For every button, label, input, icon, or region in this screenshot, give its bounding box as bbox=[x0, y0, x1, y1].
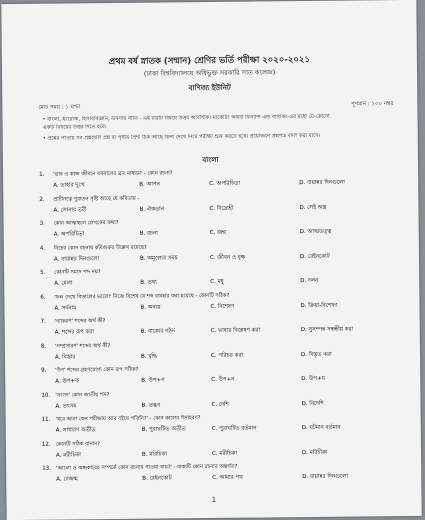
answer-option: C. আমার পথ bbox=[212, 474, 243, 482]
answer-option: D. বায়ান্নর দিনগুলো bbox=[302, 473, 348, 481]
answer-option: B. রচনা bbox=[139, 230, 158, 237]
answer-option: D. বায়ান্নর দিনগুলো bbox=[299, 179, 345, 187]
answer-option: C. বিদ্রোহী bbox=[209, 205, 234, 212]
answer-option: A. বিস্তার bbox=[54, 353, 76, 361]
answer-option: A. মেলা bbox=[54, 280, 73, 287]
answer-option: D. বিদেশি bbox=[301, 400, 324, 407]
question-item bbox=[42, 462, 402, 490]
question-item bbox=[41, 389, 401, 417]
answer-option: B. তথ্য bbox=[140, 279, 157, 286]
answer-option: C. পুরাঘটিত বর্তমান bbox=[211, 425, 257, 433]
exam-paper bbox=[1, 0, 421, 520]
question-item bbox=[41, 315, 401, 343]
question-text: 'আলো ও অন্ধকারের সম্পর্কে কোন রচনায় পাওয়া যায়?' - বাক্যটি কোন রচনার অন্তর্গত? bbox=[56, 463, 238, 472]
answer-option: C. দেশি bbox=[211, 401, 229, 408]
answer-option: A. শব্দের রূপ করা bbox=[54, 329, 95, 336]
answer-option: C. ভাষার বিশ্লেষণ করা bbox=[210, 327, 261, 335]
answer-option: C. উপ+ন bbox=[211, 376, 235, 384]
answer-option: C. জীবন ও বৃক্ষ bbox=[209, 254, 246, 261]
answer-option: A. সাধারণ অতীত bbox=[55, 427, 96, 434]
answer-option: A. বেজন্ম bbox=[56, 476, 78, 483]
answer-option: C. বিশেষণ bbox=[210, 303, 235, 310]
answer-option: A. তাহার দুঃখ bbox=[53, 182, 85, 189]
answer-option: D. দলন bbox=[300, 277, 319, 285]
question-item bbox=[42, 413, 402, 441]
question-item bbox=[39, 193, 399, 221]
answer-option: B. পুরাঘটিত অতীত bbox=[141, 426, 186, 433]
answer-option: B. মরিচিকা bbox=[141, 450, 167, 458]
answer-option: A. সর্বনাম bbox=[54, 304, 77, 312]
question-number: 3. bbox=[39, 220, 45, 227]
answer-option: D. বিস্তৃত করা bbox=[300, 351, 332, 358]
section-title: বাংলা bbox=[202, 155, 219, 165]
total-marks: পূর্ণমান : ১০০ নম্বর bbox=[350, 101, 394, 108]
question-number: 12. bbox=[41, 441, 51, 448]
question-text: কোনটি সঠিক বানান? bbox=[55, 440, 101, 448]
question-number: 13. bbox=[42, 465, 51, 472]
question-number: 10. bbox=[41, 392, 51, 399]
question-number: 1. bbox=[39, 171, 45, 178]
answer-option: A. অপরিচিতা bbox=[53, 231, 85, 238]
unit-title: বাণিজ্য ইউনিট bbox=[188, 83, 231, 93]
answer-option: C. অপরিচিতা bbox=[209, 180, 240, 188]
instruction-line: একটি বিষয়ের উত্তর দিতে হবে। bbox=[42, 124, 107, 131]
question-text: কোনটি সমাস শব্দ নয়? bbox=[54, 269, 101, 276]
question-text: নিচের কোন রচনায় কবিগুরুর উল্লেখ রয়েছে? bbox=[53, 244, 147, 252]
question-text: 'ভাব ও কাজ জীবনে বসবাসের ব্রত মাধ্যমে' - কোন রচনা? bbox=[53, 170, 173, 178]
question-item bbox=[40, 266, 400, 294]
question-text: 'ধরে আনা কেন পরীক্ষায় আর বইয়ে পড়িনি?' - কোন কালের উদাহরণ? bbox=[55, 415, 201, 423]
question-item bbox=[40, 291, 400, 319]
question-number: 8. bbox=[40, 343, 47, 350]
answer-option: B. অমূল্যের সময় bbox=[139, 254, 178, 262]
answer-option: A. বায়ান্নর দিনগুলো bbox=[53, 255, 100, 263]
question-number: 7. bbox=[40, 318, 46, 325]
question-text: 'সংসদ' কোন জাতীয় শব্দ? bbox=[55, 391, 110, 399]
exam-subtitle: (ঢাকা বিশ্ববিদ্যালয়ে অধিভুক্ত সরকারি সাত কলেজ) bbox=[143, 68, 276, 78]
answer-option: B. অব্যয় bbox=[140, 304, 161, 311]
question-text: 'সম্প্রসারণ' শব্দের অর্থ কী? bbox=[54, 342, 111, 350]
question-number: 9. bbox=[41, 367, 47, 374]
question-item bbox=[40, 242, 400, 270]
answer-option: C. পরিচয় করা bbox=[210, 352, 244, 359]
page-number: 1 bbox=[211, 495, 217, 505]
question-text: প্রাচীনত্বে পুরাতন সৃষ্টি আছে যে কবিতায় - bbox=[53, 195, 140, 203]
answer-option: A. তৎসম bbox=[55, 402, 77, 410]
answer-option: C. মধু bbox=[210, 278, 224, 286]
question-text: কোন আত্মস্থলে লেখকের কথা? bbox=[53, 219, 119, 227]
total-time: মোট সময় : ১ ঘণ্টা bbox=[38, 104, 81, 111]
question-item bbox=[39, 168, 399, 196]
instruction-line: • বাংলা, ইংরেজি, হিসাববিজ্ঞান, ব্যবসায় নীতি - এই চারটি বিষয়ে উত্তর আবশ্যিক। মার্কেটিং অথবা ফিন্যান্স এন্ড ব্যাংকিং-এর মধ্যে যে-কোনো bbox=[42, 113, 330, 123]
question-item bbox=[41, 340, 401, 368]
exam-title: প্রথম বর্ষ স্নাতক (সম্মান) শ্রেণির ভর্তি পরীক্ষা ২০২০-২০২১ bbox=[108, 54, 311, 68]
question-item bbox=[41, 364, 401, 392]
answer-option: B. ঐকতান bbox=[139, 205, 165, 213]
question-text: 'উপ' শব্দের গ্রহণযোগ্য কোন রূপ সঠিক? bbox=[55, 366, 139, 374]
question-number: 4. bbox=[39, 245, 46, 252]
answer-option: B. বাক্যের গঠন bbox=[140, 328, 175, 335]
question-text: 'ব্যাকরণ' শব্দের অর্থ কী? bbox=[54, 318, 106, 325]
answer-option: D. রেইনকোট bbox=[299, 253, 330, 260]
question-item bbox=[40, 217, 400, 245]
answer-option: D. ঘটমান বর্তমান bbox=[301, 424, 341, 432]
answer-option: A. মরীচিকা bbox=[56, 451, 81, 459]
answer-option: D. উপ+ঘ bbox=[301, 375, 326, 383]
answer-option: B. উপ+গ bbox=[141, 377, 165, 384]
question-text: 'ফল দেখে বিড়ালের ভালো' নিজে বিশেষ যে শব্দ ব্যবহার করা হয়েছে - কোনটি সঠিক? bbox=[54, 292, 230, 301]
answer-option: C. জন্ম bbox=[209, 229, 227, 237]
answer-option: B. বৃদ্ধি bbox=[140, 353, 157, 360]
answer-option: B. রেইনকোট bbox=[142, 475, 172, 482]
answer-option: A. উপ+ক bbox=[55, 378, 79, 385]
answer-option: D. সুসম্পন্ন সম্বন্ধীয় করা bbox=[300, 326, 354, 334]
question-item bbox=[42, 438, 402, 466]
answer-option: D. সেই অস্ত্র bbox=[299, 204, 327, 211]
answer-option: D. মরিচীকা bbox=[301, 449, 328, 456]
answer-option: C. মরীচিকা bbox=[211, 450, 238, 457]
answer-option: B. আপন bbox=[139, 181, 160, 188]
answer-option: D. ক্রিয়া-বিশেষণ bbox=[300, 302, 338, 309]
answer-option: D. আত্মতত্ত্ব bbox=[299, 228, 332, 236]
question-number: 11. bbox=[41, 416, 51, 423]
answer-option: B. তদ্ভব bbox=[141, 402, 161, 409]
answer-option: A. সোনার তরী bbox=[53, 206, 87, 214]
question-number: 6. bbox=[40, 294, 46, 301]
question-number: 2. bbox=[39, 196, 45, 203]
question-number: 5. bbox=[40, 269, 46, 276]
instruction-line: • প্রশ্নের পাতায় সব প্রশ্নগুলি প্রশ্ন বা পৃষ্ঠায় প্রিন্ট ঠিক আছে কিনা দেখে নিয়ে পরীক্ষা শুরু করতে হবে। প্রয়োজনে প্রশ্নপত্র বদল করা যাবে। bbox=[42, 132, 321, 142]
